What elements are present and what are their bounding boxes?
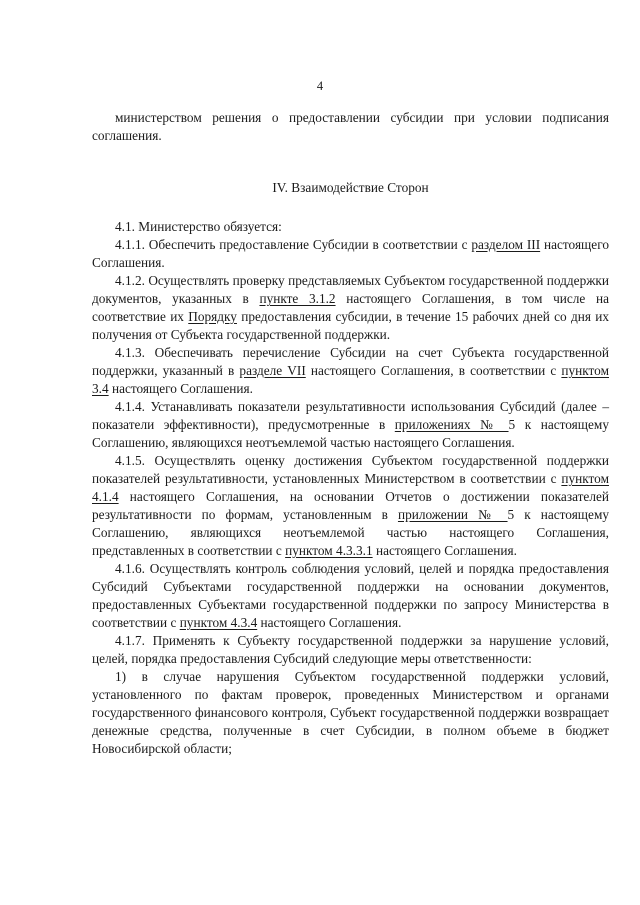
clause-4-1-6-text-b: настоящего Соглашения.: [257, 615, 402, 630]
clause-4-1-4-text-b: 5 к настоящему Соглашению, являющихся неотъемлемой частью настоящего Соглашения.: [92, 417, 609, 450]
clause-4-1-5: [92, 452, 609, 560]
clause-4-1: 4.1. Министерство обязуется:: [115, 219, 282, 234]
clause-4-1-4: [92, 398, 609, 452]
ref-poryadok-link[interactable]: Порядку: [188, 309, 237, 324]
clause-4-1-3: [92, 344, 609, 398]
ref-point-3-1-2-link[interactable]: пункте 3.1.2: [259, 291, 336, 306]
ref-point-4-3-3-1-link[interactable]: пунктом 4.3.3.1: [285, 543, 373, 558]
clause-4-1-7: 4.1.7. Применять к Субъекту государственной поддержки за нарушение условий, целей, порядка предоставления Субсидий следующие меры ответственности:: [92, 633, 609, 666]
clause-4-1-5-text-c: 5 к настоящему Соглашению, являющихся неотъемлемой частью настоящего Соглашения, представленных в соответствии с: [92, 507, 610, 558]
ref-section-vii-link[interactable]: разделе VII: [239, 363, 306, 378]
clause-4-1-5-text-b: настоящего Соглашения, на основании Отчетов о достижении показателей результативности по формам, установленным в: [92, 489, 609, 522]
ref-appendix-link[interactable]: приложении №: [397, 507, 508, 522]
page-number: 4: [316, 79, 324, 93]
ref-point-3-4-link[interactable]: пунктом 3.4: [92, 363, 609, 396]
clause-4-1-6-text-a: 4.1.6. Осуществлять контроль соблюдения условий, целей и порядка предоставления Субсидий Субъектами государственной поддержки на основании документов, предоставленных Субъектами государственной поддержки по запросу Министерства в соответствии с: [92, 561, 609, 630]
ref-point-4-3-4-link[interactable]: пунктом 4.3.4: [179, 615, 258, 630]
clause-4-1-5-text-a: 4.1.5. Осуществлять оценку достижения Субъектом государственной поддержки показателей результативности, установленных Министерством в соответствии с: [92, 453, 609, 486]
clause-4-1-4-text-a: 4.1.4. Устанавливать показатели результативности использования Субсидий (далее – показатели эффективности), предусмотренные в: [92, 399, 609, 432]
clause-4-1-7-item-1: 1) в случае нарушения Субъектом государственной поддержки условий, установленного по фактам проверок, проведенных Министерством и органами государственного финансового контроля, Субъект государственной поддержки возвращает денежные средства, полученные в счет Субсидии, в полном объеме в бюджет Новосибирской области;: [92, 669, 609, 756]
document-body: [92, 109, 609, 758]
clause-4-1-6: [92, 560, 609, 632]
clause-4-1-5-text-d: настоящего Соглашения.: [372, 543, 517, 558]
clause-4-1-1-text-a: 4.1.1. Обеспечить предоставление Субсидии в соответствии с: [115, 237, 472, 252]
intro-paragraph: министерством решения о предоставлении субсидии при условии подписания соглашения.: [92, 110, 609, 143]
ref-section-iii-link[interactable]: разделом III: [471, 237, 541, 252]
ref-appendices-link[interactable]: приложениях №: [394, 417, 509, 432]
ref-point-4-1-4-link[interactable]: пунктом 4.1.4: [92, 471, 609, 504]
section-heading: IV. Взаимодействие Сторон: [272, 180, 429, 195]
clause-4-1-2: [92, 272, 609, 344]
clause-4-1-3-text-a: 4.1.3. Обеспечивать перечисление Субсидии на счет Субъекта государственной поддержки, указанный в: [92, 345, 609, 378]
clause-4-1-2-text-b: настоящего Соглашения, в том числе на соответствие их: [92, 291, 609, 324]
clause-4-1-3-text-c: настоящего Соглашения.: [108, 381, 253, 396]
clause-4-1-2-text-a: 4.1.2. Осуществлять проверку представляемых Субъектом государственной поддержки документов, указанных в: [92, 273, 609, 306]
clause-4-1-1: [92, 236, 609, 272]
clause-4-1-2-text-c: предоставления субсидии, в течение 15 рабочих дней со дня их получения от Субъекта государственной поддержки.: [92, 309, 609, 342]
clause-4-1-1-text-b: настоящего Соглашения.: [92, 237, 609, 270]
clause-4-1-3-text-b: настоящего Соглашения, в соответствии с: [305, 363, 562, 378]
